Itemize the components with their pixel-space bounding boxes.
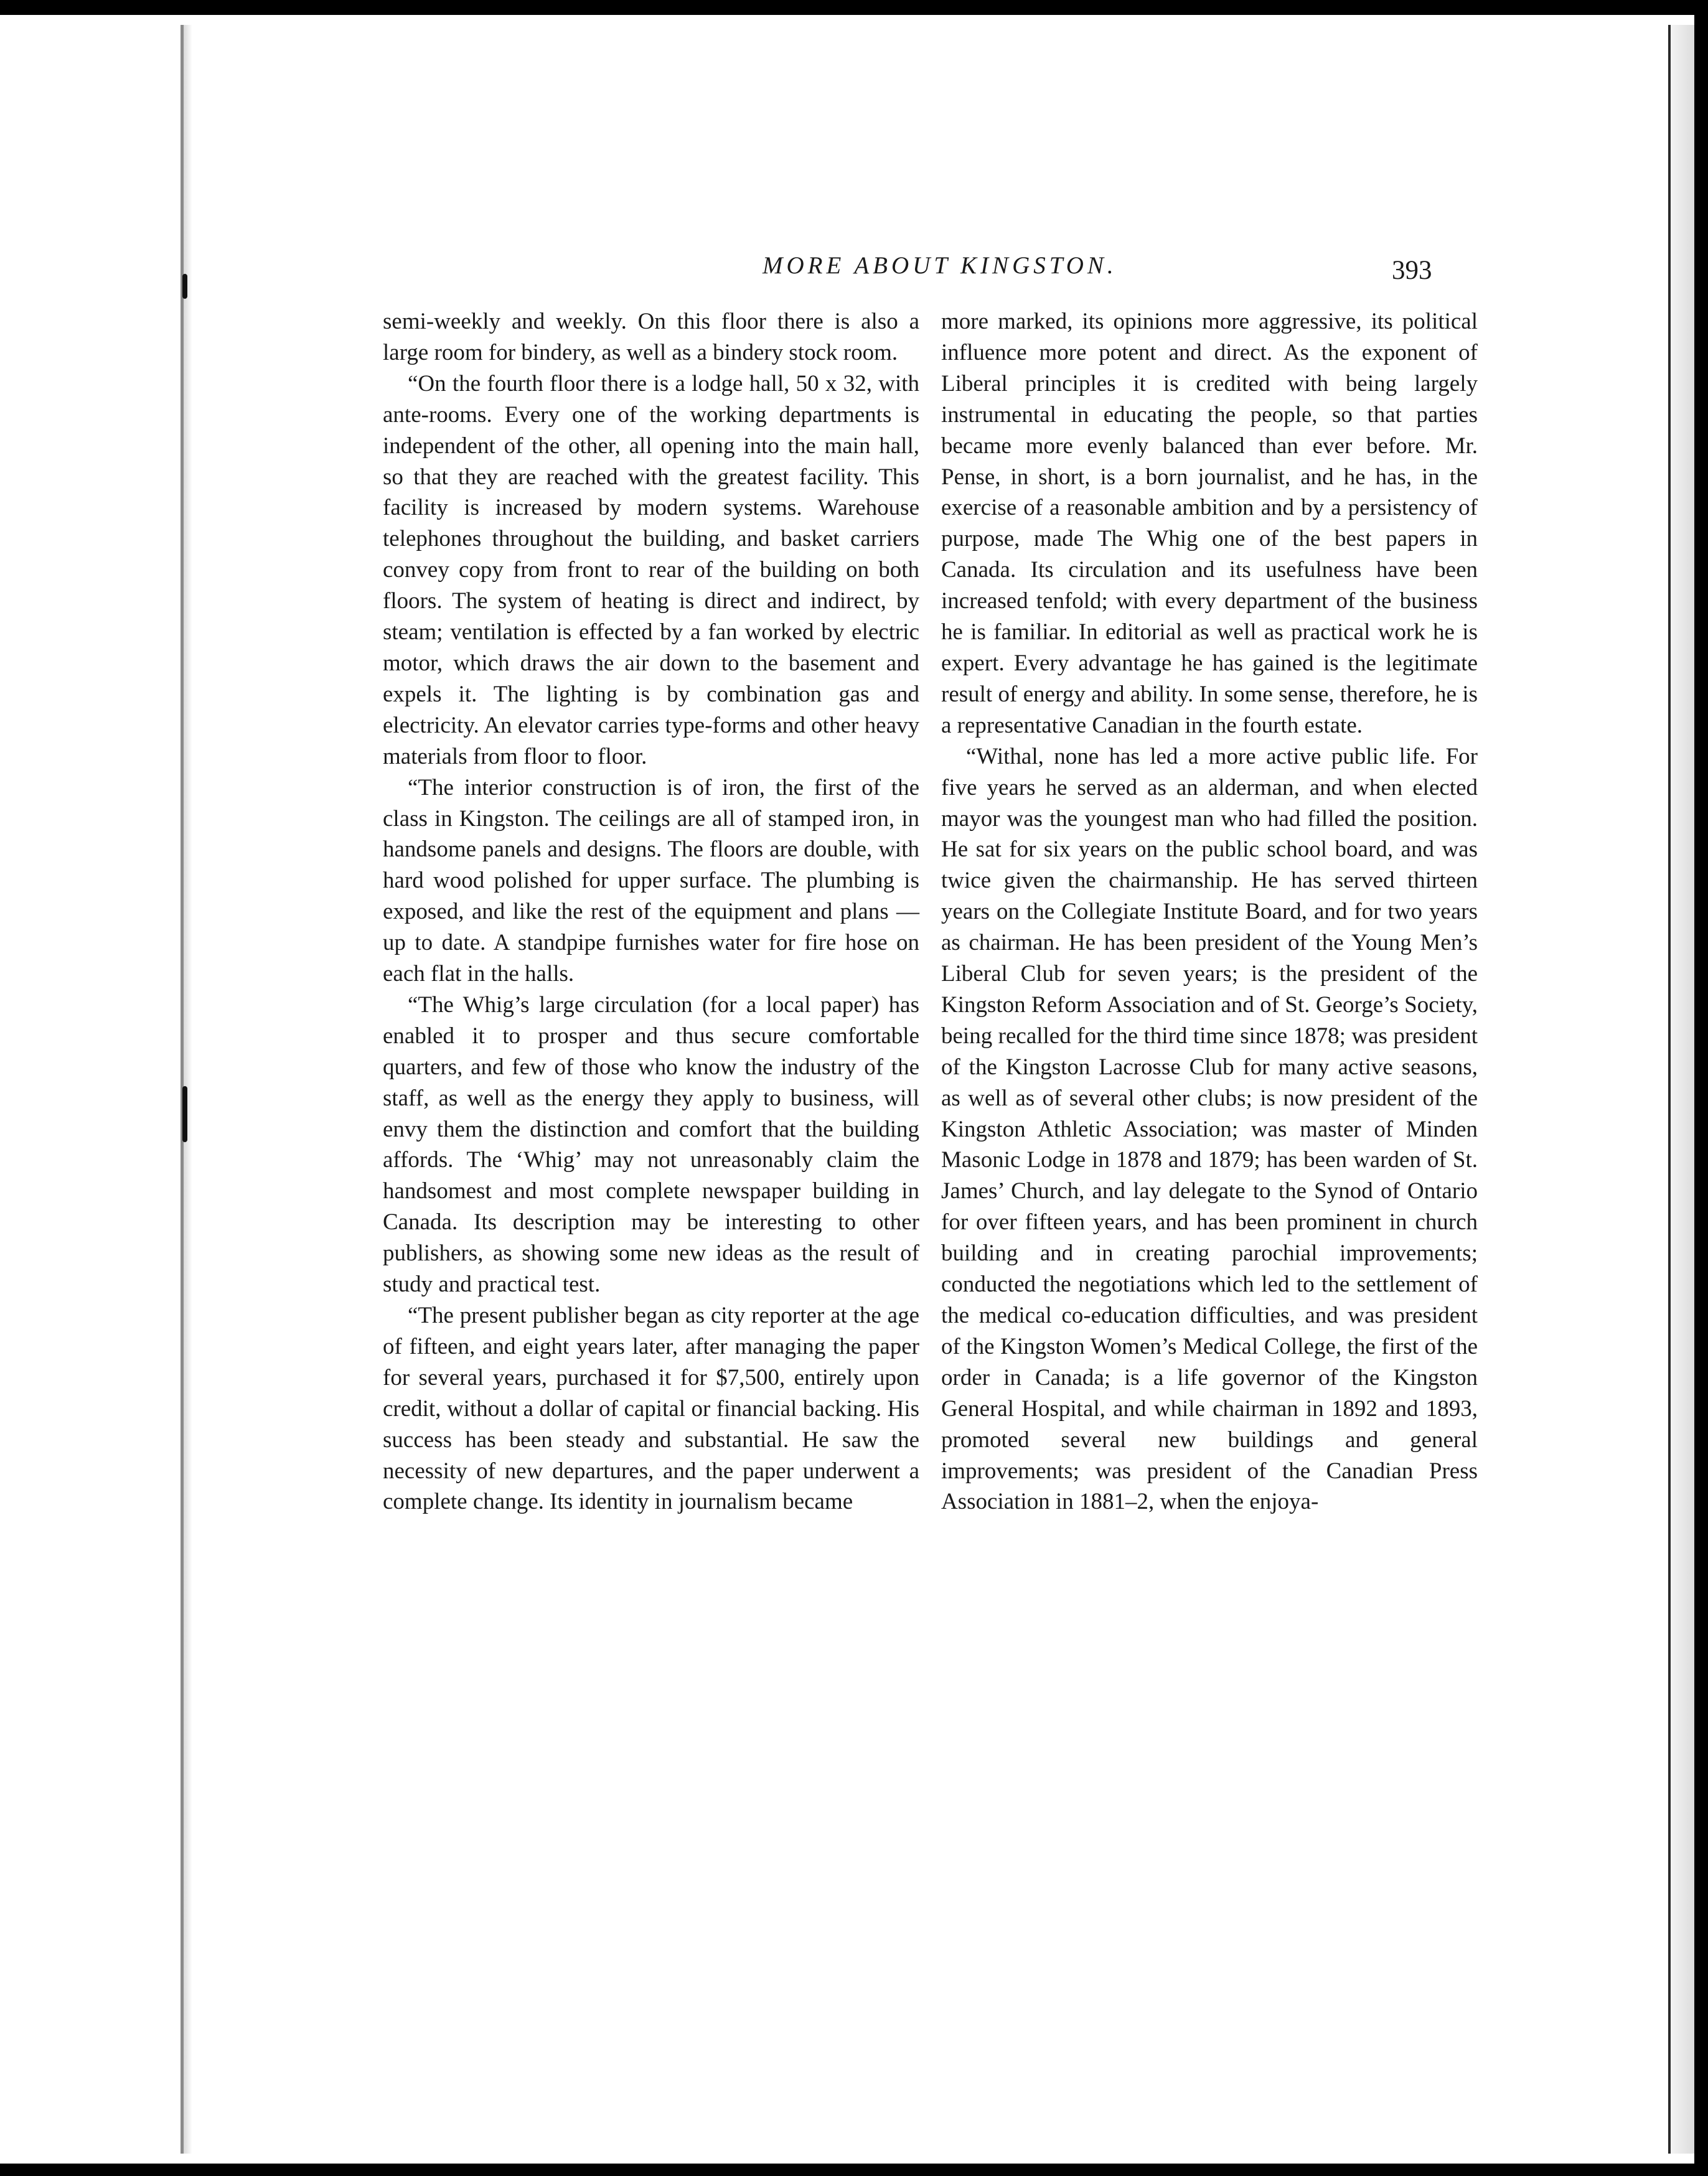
binding-mark: [182, 274, 187, 299]
paragraph: “The Whig’s large circulation (for a local paper) has enabled it to prosper and thus secure comfortable quarters, and few of those who know the industry of the staff, as well as the energy they apply to business, will envy them the distinction and comfort that the building affords. The ‘Whig’ may not unreasonably claim the handsomest and most complete newspaper building in Canada. Its description may be interesting to other publishers, as showing some new ideas as the result of study and practical test.: [383, 992, 919, 1298]
scan-border-top: [0, 0, 1708, 15]
paragraph: more marked, its opinions more aggressive, its political influence more potent and direct. As the exponent of Liberal principles it is credited with being largely instrumental in educating the people, so that parties became more evenly balanced than ever before. Mr. Pense, in short, is a born journalist, and he has, in the exercise of a reasonable ambition and by a persistency of purpose, made The Whig one of the best papers in Canada. Its circulation and its usefulness have been increased tenfold; with every department of the business he is familiar. In editorial as well as practical work he is expert. Every advantage he has gained is the legitimate result of energy and ability. In some sense, therefore, he is a representative Canadian in the fourth estate.: [941, 309, 1478, 738]
scan-border-right: [1694, 0, 1708, 2176]
page-number: 393: [1392, 256, 1432, 285]
running-head: MORE ABOUT KINGSTON.: [762, 252, 1117, 279]
paragraph: “The present publisher began as city reporter at the age of fifteen, and eight years later, after managing the paper for several years, purchased it for $7,500, entirely upon credit, without a dollar of capital or financial backing. His success has been steady and substantial. He saw the necessity of new departures, and the paper underwent a complete change. Its identity in journalism became: [383, 1303, 919, 1515]
paragraph: “Withal, none has led a more active public life. For five years he served as an alderman, and when elected mayor was the youngest man who had filled the position. He sat for six years on the public school board, and was twice given the chairmanship. He has served thirteen years on the Collegiate Institute Board, and for two years as chairman. He has been president of the Young Men’s Liberal Club for seven years; is the president of the Kingston Reform Association and of St. George’s Society, being recalled for the third time since 1878; was president of the Kingston Lacrosse Club for many active seasons, as well as of several other clubs; is now president of the Kingston Athletic Association; was master of Minden Masonic Lodge in 1878 and 1879; has been warden of St. James’ Church, and lay delegate to the Synod of Ontario for over fifteen years, and has been prominent in church building and in creating parochial improvements; conducted the negotiations which led to the settlement of the medical co-education difficulties, and was president of the Kingston Women’s Medical College, the first of the order in Canada; is a life governor of the Kingston General Hospital, and while chairman in 1892 and 1893, promoted several new buildings and general improvements; was president of the Canadian Press Association in 1881–2, when the enjoya-: [941, 743, 1478, 1515]
page-edge-rule: [1668, 25, 1671, 2154]
paragraph: “On the fourth floor there is a lodge hall, 50 x 32, with ante-rooms. Every one of the working departments is independent of the other, all opening into the main hall, so that they are reached with the greatest facility. This facility is increased by modern systems. Warehouse telephones throughout the building, and basket carriers convey copy from front to rear of the building on both floors. The system of heating is direct and indirect, by steam; ventilation is effected by a fan worked by electric motor, which draws the air down to the basement and expels it. The lighting is by combination gas and electricity. An elevator carries type-forms and other heavy materials from floor to floor.: [383, 370, 919, 769]
paragraph: semi-weekly and weekly. On this floor there is also a large room for bindery, as well as a bindery stock room.: [383, 309, 919, 365]
scan-border-bottom: [0, 2164, 1708, 2176]
right-column: [941, 306, 1478, 1517]
page-fold-shadow: [1671, 25, 1694, 2154]
paragraph: “The interior construction is of iron, the first of the class in Kingston. The ceilings are all of stamped iron, in handsome panels and designs. The floors are double, with hard wood polished for upper surface. The plumbing is exposed, and like the rest of the equipment and plans — up to date. A standpipe furnishes water for fire hose on each flat in the halls.: [383, 774, 919, 987]
binding-mark: [182, 1086, 187, 1142]
left-column: [383, 306, 919, 1517]
